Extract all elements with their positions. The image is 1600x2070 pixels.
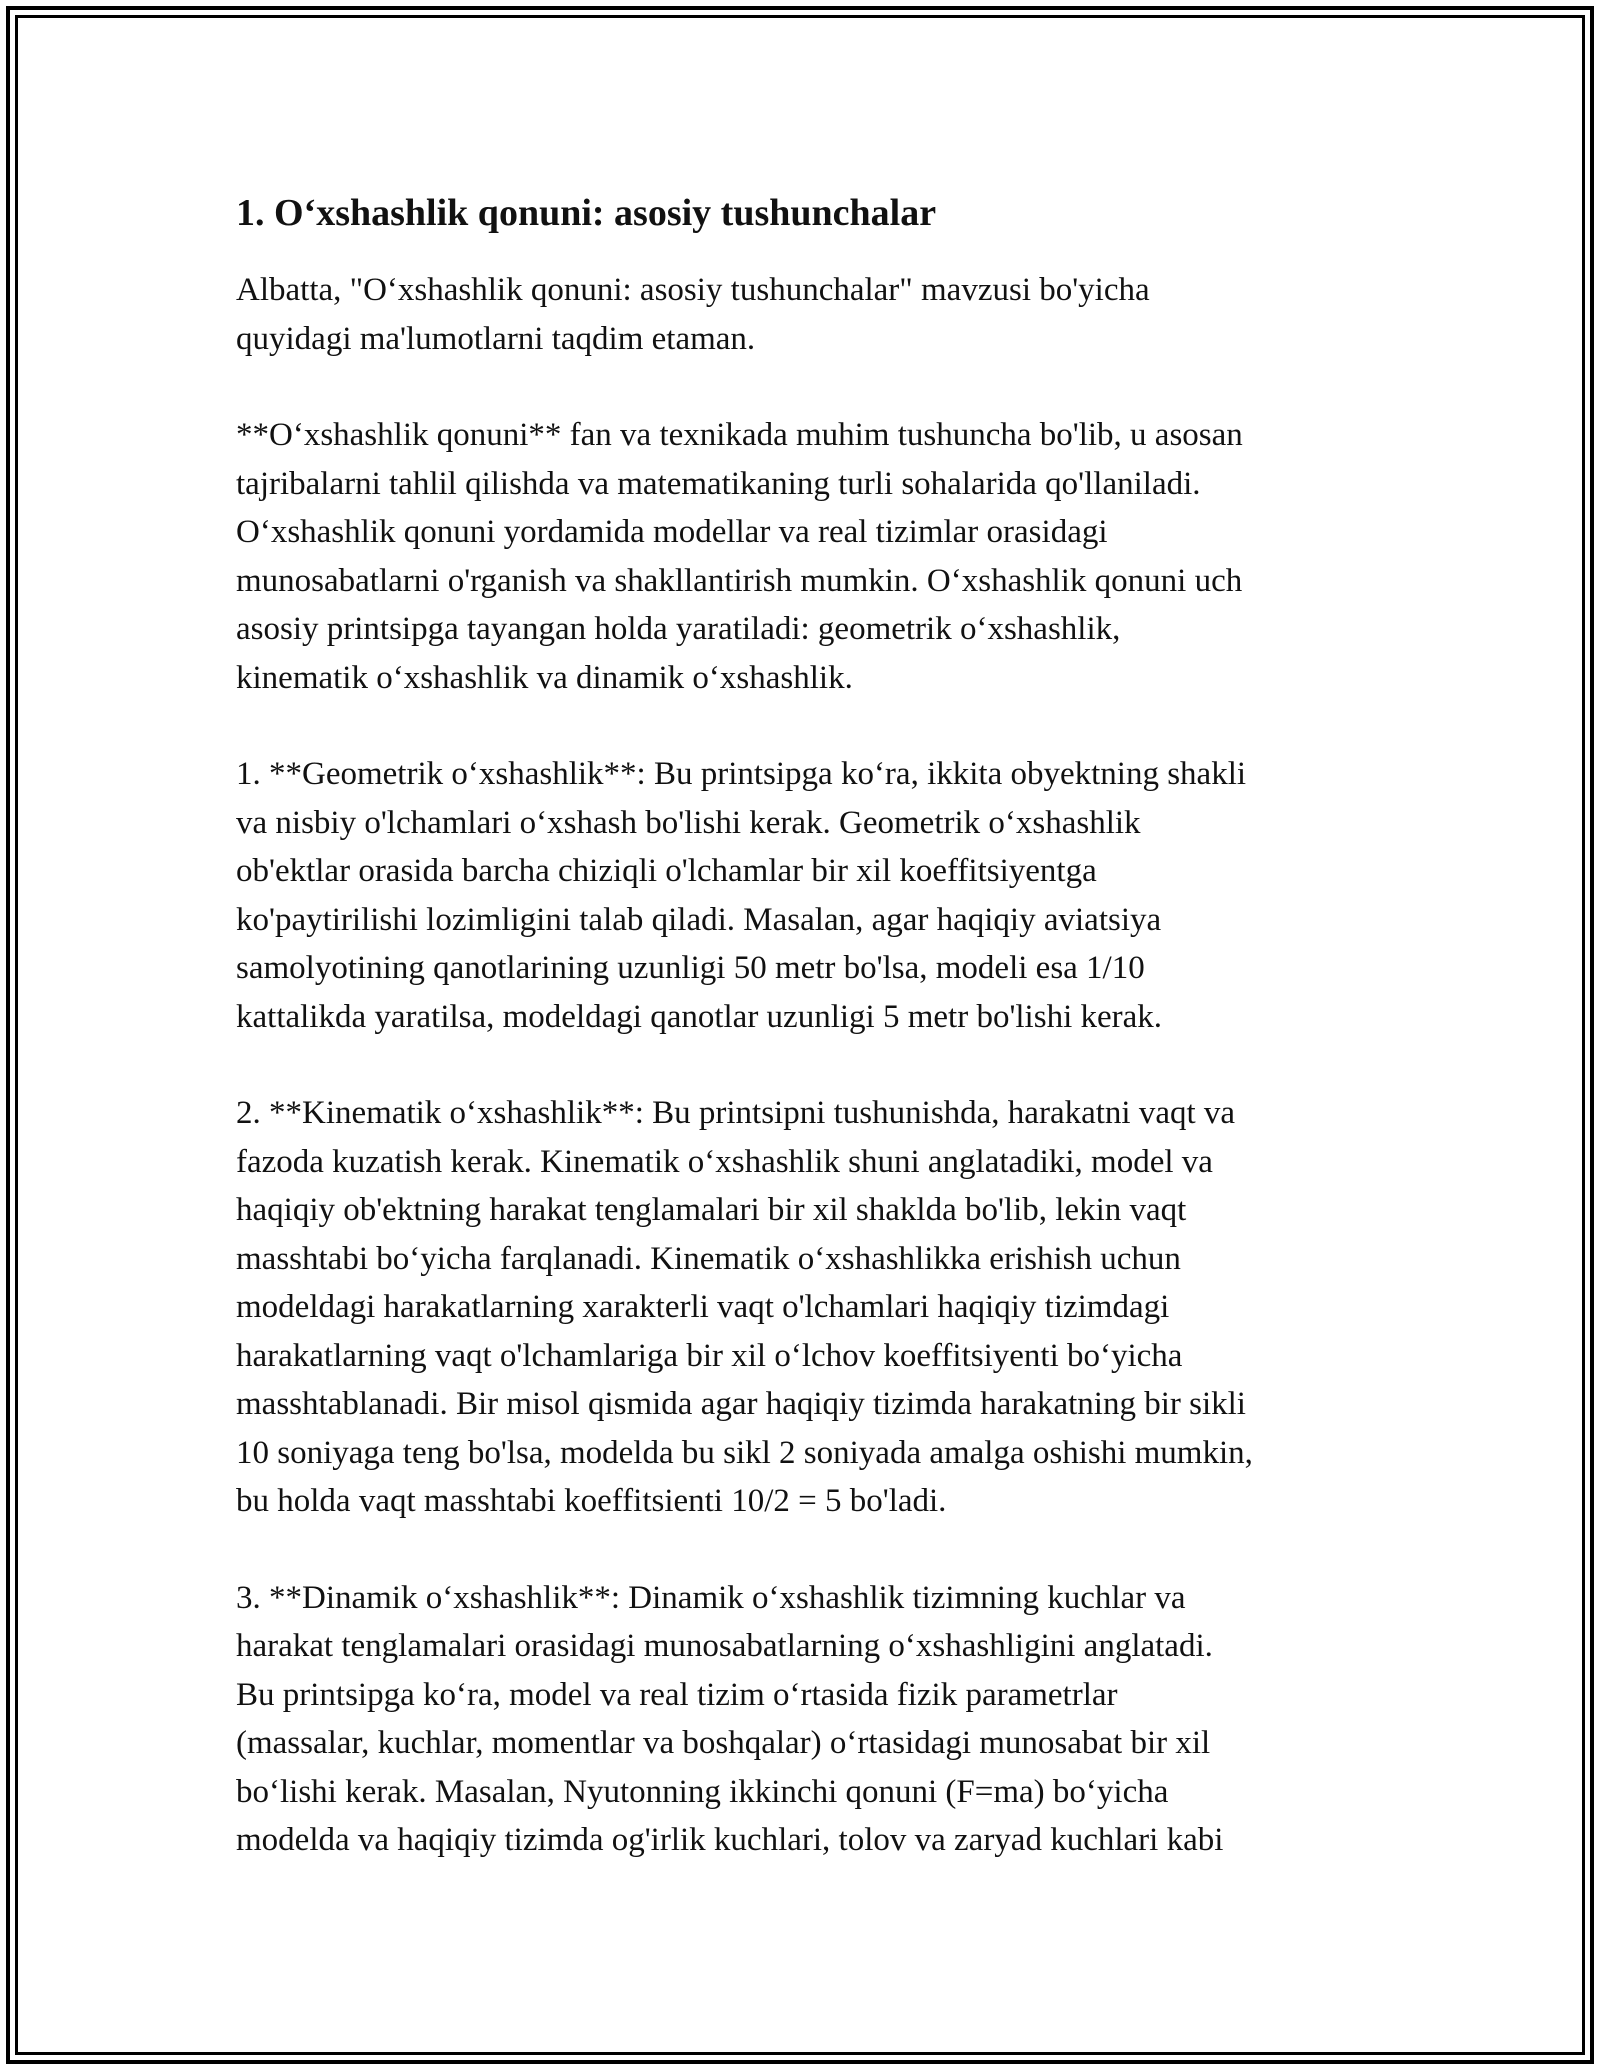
text-line: samolyotining qanotlarining uzunligi 50 metr bo'lsa, modeli esa 1/10 [236, 950, 1145, 986]
text-line: fazoda kuzatish kerak. Kinematik o‘xshashlik shuni anglatadiki, model va [236, 1143, 1213, 1180]
text-line: (massalar, kuchlar, momentlar va boshqalar) o‘rtasidagi munosabat bir xil [236, 1725, 1211, 1761]
document-title: 1. O‘xshashlik qonuni: asosiy tushunchalar [236, 192, 937, 234]
text-line: harakat tenglamalari orasidagi munosabatlarning o‘xshashligini anglatadi. [236, 1628, 1213, 1664]
text-line: masshtablanadi. Bir misol qismida agar haqiqiy tizimda harakatning bir sikli [236, 1386, 1246, 1422]
paragraph-intro [236, 266, 1376, 363]
text-line: Albatta, "O‘xshashlik qonuni: asosiy tushunchalar" mavzusi bo'yicha [236, 272, 1150, 308]
text-line: modeldagi harakatlarning xarakterli vaqt o'lchamlari haqiqiy tizimdagi [236, 1289, 1170, 1325]
text-line: 10 soniyaga teng bo'lsa, modelda bu sikl 2 soniyada amalga oshishi mumkin, [236, 1434, 1253, 1471]
text-line: bu holda vaqt masshtabi koeffitsienti 10/2 = 5 bo'ladi. [236, 1483, 947, 1519]
text-line: harakatlarning vaqt o'lchamlariga bir xil o‘lchov koeffitsiyenti bo‘yicha [236, 1337, 1183, 1374]
text-line: haqiqiy ob'ektning harakat tenglamalari bir xil shaklda bo'lib, lekin vaqt [236, 1192, 1187, 1228]
text-line: va nisbiy o'lchamlari o‘xshash bo'lishi kerak. Geometrik o‘xshashlik [236, 804, 1141, 841]
text-line: O‘xshashlik qonuni yordamida modellar va real tizimlar orasidagi [236, 514, 1108, 550]
text-line: quyidagi ma'lumotlarni taqdim etaman. [236, 320, 756, 357]
text-line: asosiy printsipga tayangan holda yaratiladi: geometrik o‘xshashlik, [236, 611, 1121, 647]
text-line: tajribalarni tahlil qilishda va matematikaning turli sohalarida qo'llaniladi. [236, 465, 1201, 502]
text-line: munosabatlarni o'rganish va shakllantirish mumkin. O‘xshashlik qonuni uch [236, 562, 1243, 599]
text-line: ko'paytirilishi lozimligini talab qiladi. Masalan, agar haqiqiy aviatsiya [236, 901, 1162, 938]
text-line: bo‘lishi kerak. Masalan, Nyutonning ikkinchi qonuni (F=ma) bo‘yicha [236, 1773, 1169, 1810]
text-line: modelda va haqiqiy tizimda og'irlik kuchlari, tolov va zaryad kuchlari kabi [236, 1822, 1224, 1858]
paragraph-definition [236, 411, 1376, 702]
document-body [236, 186, 1376, 1913]
text-line: 1. **Geometrik o‘xshashlik**: Bu printsipga ko‘ra, ikkita obyektning shakli [236, 756, 1247, 792]
paragraph-dynamic [236, 1574, 1376, 1865]
text-line: 3. **Dinamik o‘xshashlik**: Dinamik o‘xshashlik tizimning kuchlar va [236, 1579, 1186, 1616]
text-line: 2. **Kinematik o‘xshashlik**: Bu printsipni tushunishda, harakatni vaqt va [236, 1095, 1236, 1131]
text-line: kinematik o‘xshashlik va dinamik o‘xshashlik. [236, 659, 853, 696]
paragraph-kinematic [236, 1089, 1376, 1526]
text-line: masshtabi bo‘yicha farqlanadi. Kinematik o‘xshashlikka erishish uchun [236, 1240, 1181, 1277]
text-line: kattalikda yaratilsa, modeldagi qanotlar uzunligi 5 metr bo'lishi kerak. [236, 998, 1163, 1035]
text-line: Bu printsipga ko‘ra, model va real tizim o‘rtasida fizik parametrlar [236, 1676, 1118, 1713]
paragraph-geometric [236, 750, 1376, 1041]
text-line: ob'ektlar orasida barcha chiziqli o'lchamlar bir xil koeffitsiyentga [236, 853, 1097, 889]
text-line: **O‘xshashlik qonuni** fan va texnikada muhim tushuncha bo'lib, u asosan [236, 417, 1243, 453]
